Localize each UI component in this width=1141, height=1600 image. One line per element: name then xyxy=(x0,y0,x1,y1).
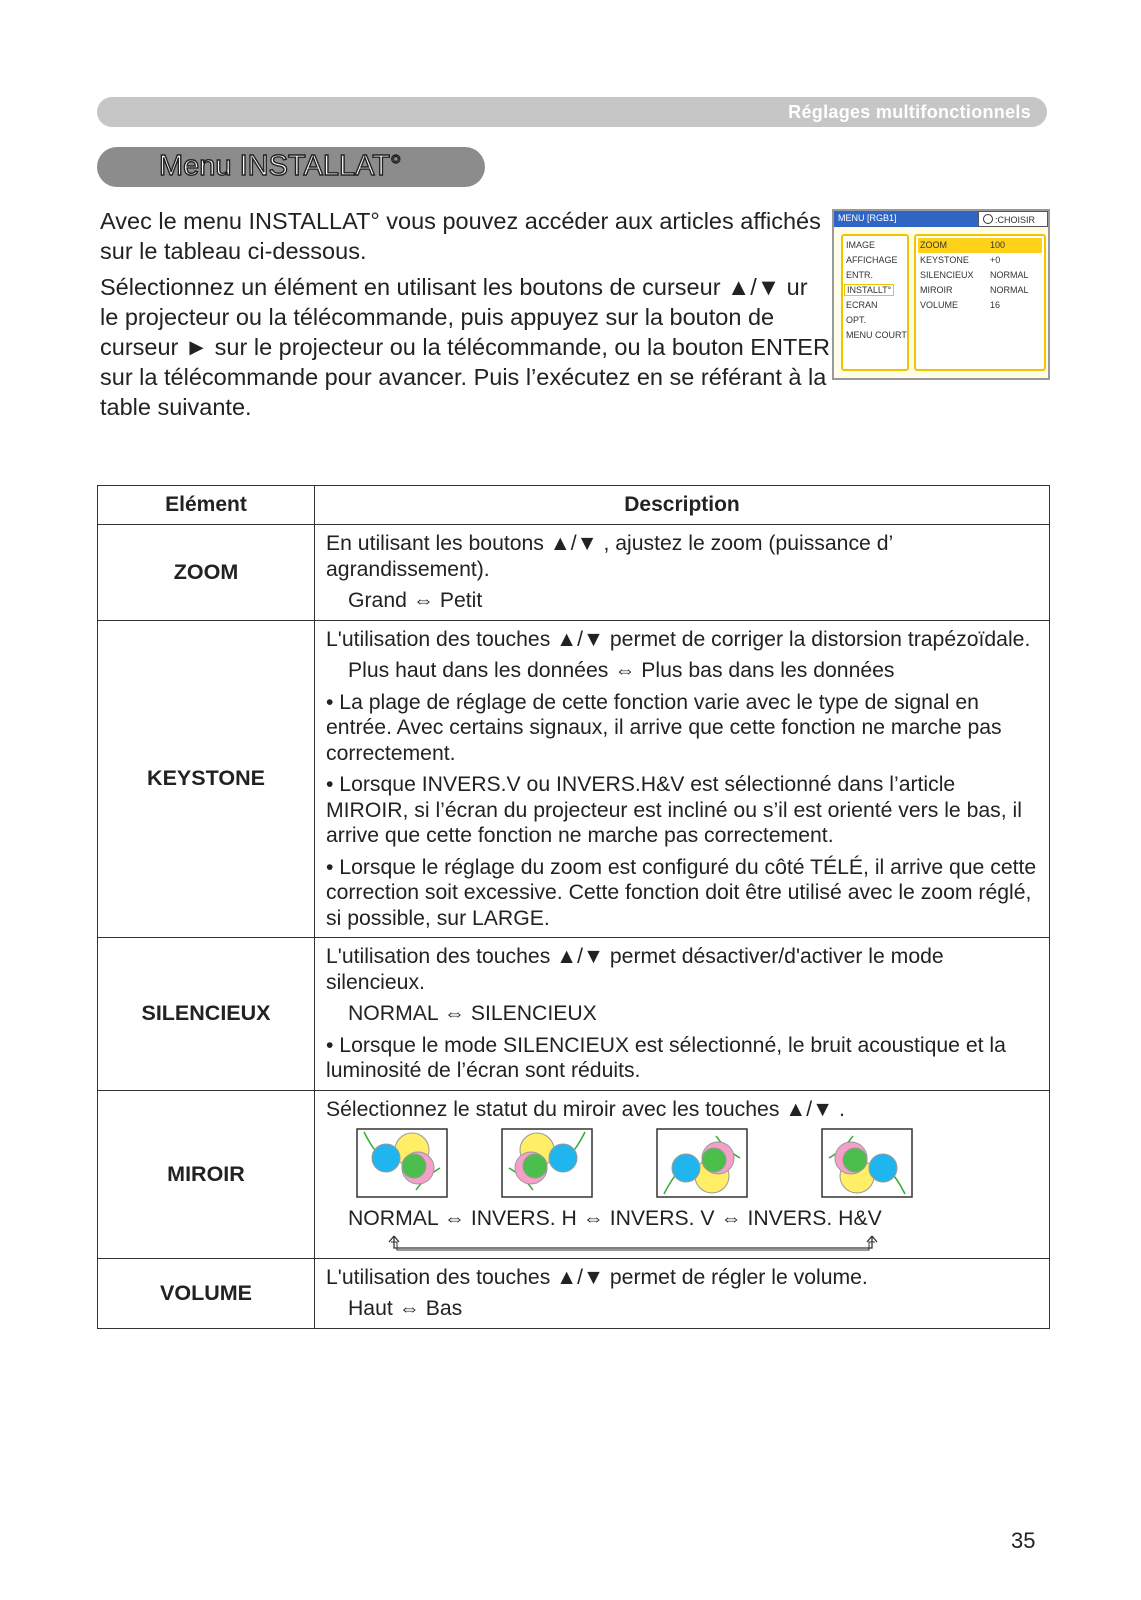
menu-right-row xyxy=(918,253,1042,268)
table-row-silencieux xyxy=(98,938,1050,1091)
menu-row-value: 100 xyxy=(990,240,1006,250)
intro-paragraph-1 xyxy=(100,206,830,266)
table-row-keystone xyxy=(98,620,1050,938)
table-row-volume xyxy=(98,1258,1050,1328)
page-number: 35 xyxy=(1011,1528,1036,1553)
range-text: NORMAL ⇔ SILENCIEUX xyxy=(348,1002,597,1025)
element-label: KEYSTONE xyxy=(98,620,315,938)
range-text: Haut ⇔ Bas xyxy=(348,1297,463,1320)
range-text: Plus haut dans les données ⇔ Plus bas dans les données xyxy=(348,659,895,682)
note-text: • Lorsque le réglage du zoom est configuré du côté TÉLÉ, il arrive que cette correction soit excessive. Cette fonction doit être utilisé avec le zoom réglé, si possible, sur LARGE. xyxy=(326,855,1037,930)
table-row-zoom xyxy=(98,525,1050,621)
note-text: • Lorsque le mode SILENCIEUX est sélectionné, le bruit acoustique et la luminosité de l’écran sont réduits. xyxy=(326,1033,1006,1082)
element-description xyxy=(315,1090,1050,1258)
menu-row-name: SILENCIEUX xyxy=(920,270,974,280)
note-text: • Lorsque INVERS.V ou INVERS.H&V est sélectionné dans l’article MIROIR, si l’écran du projecteur est incliné ou s’il est orienté vers le bas, il arrive que cette fonction ne marche pas correctement. xyxy=(326,773,1022,847)
range-text: NORMAL ⇔ INVERS. H ⇔ INVERS. V ⇔ INVERS. H&V xyxy=(348,1207,882,1230)
menu-row-value: 16 xyxy=(990,300,1001,310)
column-header-element: Elément xyxy=(98,486,315,525)
menu-left-item: AFFICHAGE xyxy=(846,255,898,265)
menu-right-row-selected xyxy=(918,238,1042,253)
menu-left-item: OPT. xyxy=(846,315,867,325)
table-row-miroir xyxy=(98,1090,1050,1258)
mirror-invers-hv-image xyxy=(821,1128,913,1198)
element-description xyxy=(315,938,1050,1091)
element-description xyxy=(315,620,1050,938)
range-text: Grand ⇔ Petit xyxy=(348,589,483,612)
menu-choose-label: :CHOISIR xyxy=(995,215,1036,225)
intro-paragraph-2 xyxy=(100,272,830,422)
menu-right-row xyxy=(918,283,1042,298)
menu-right-row xyxy=(918,268,1042,283)
clock-icon xyxy=(983,214,993,224)
mirror-invers-h-image xyxy=(501,1128,593,1198)
intro-text-1: Avec le menu INSTALLAT° vous pouvez accéder aux articles affichés sur le tableau ci-dessous. xyxy=(100,208,821,264)
element-label: ZOOM xyxy=(98,525,315,621)
intro-text-2: Sélectionnez un élément en utilisant les boutons de curseur ▲/▼ ur le projecteur ou la télécommande, puis appuyez sur la bouton de curseur ► sur le projecteur ou la télécommande, ou la bouton ENTER sur la télécommande pour avancer. Puis l’exécutez en se référant à la table suivante. xyxy=(100,274,830,420)
menu-header: MENU [RGB1] xyxy=(834,211,978,227)
menu-left-item-selected: INSTALLT° xyxy=(844,284,894,296)
table-header-row xyxy=(98,486,1050,525)
cycle-arrow-icon xyxy=(388,1232,878,1252)
description-text: L'utilisation des touches ▲/▼ permet de régler le volume. xyxy=(326,1265,868,1289)
menu-row-name: ZOOM xyxy=(920,240,947,250)
menu-left-list xyxy=(841,234,909,371)
title-banner xyxy=(97,147,485,187)
menu-row-value: NORMAL xyxy=(990,285,1029,295)
mirror-invers-v-image xyxy=(656,1128,748,1198)
element-description xyxy=(315,525,1050,621)
column-header-description: Description xyxy=(315,486,1050,525)
menu-left-item: ENTR. xyxy=(846,270,873,280)
element-label: MIROIR xyxy=(98,1090,315,1258)
section-header-bar xyxy=(97,97,1047,127)
element-label: VOLUME xyxy=(98,1258,315,1328)
menu-row-name: KEYSTONE xyxy=(920,255,969,265)
element-description xyxy=(315,1258,1050,1328)
section-label: Réglages multifonctionnels xyxy=(788,102,1031,122)
menu-left-item: MENU COURT xyxy=(846,330,907,340)
menu-choose-hint xyxy=(978,211,1048,227)
description-text: Sélectionnez le statut du miroir avec les touches ▲/▼ . xyxy=(326,1097,845,1121)
menu-row-value: NORMAL xyxy=(990,270,1029,280)
element-label: SILENCIEUX xyxy=(98,938,315,1091)
mirror-images xyxy=(326,1128,1039,1202)
menu-screenshot xyxy=(832,209,1050,380)
menu-right-row xyxy=(918,298,1042,313)
page-title: Menu INSTALLAT° xyxy=(159,150,402,182)
menu-row-name: MIROIR xyxy=(920,285,953,295)
description-text: En utilisant les boutons ▲/▼ , ajustez le zoom (puissance d’ agrandissement). xyxy=(326,532,893,581)
menu-left-item: ECRAN xyxy=(846,300,878,310)
mirror-normal-image xyxy=(356,1128,448,1198)
description-text: L'utilisation des touches ▲/▼ permet de corriger la distorsion trapézoïdale. xyxy=(326,627,1031,651)
menu-row-name: VOLUME xyxy=(920,300,959,310)
settings-table xyxy=(97,485,1050,1329)
menu-row-value: +0 xyxy=(990,255,1001,265)
menu-left-item: IMAGE xyxy=(846,240,876,250)
note-text: • La plage de réglage de cette fonction varie avec le type de signal en entrée. Avec certains signaux, il arrive que cette fonction ne marche pas correctement. xyxy=(326,690,1002,765)
menu-right-list xyxy=(914,234,1046,371)
description-text: L'utilisation des touches ▲/▼ permet désactiver/d'activer le mode silencieux. xyxy=(326,945,944,994)
